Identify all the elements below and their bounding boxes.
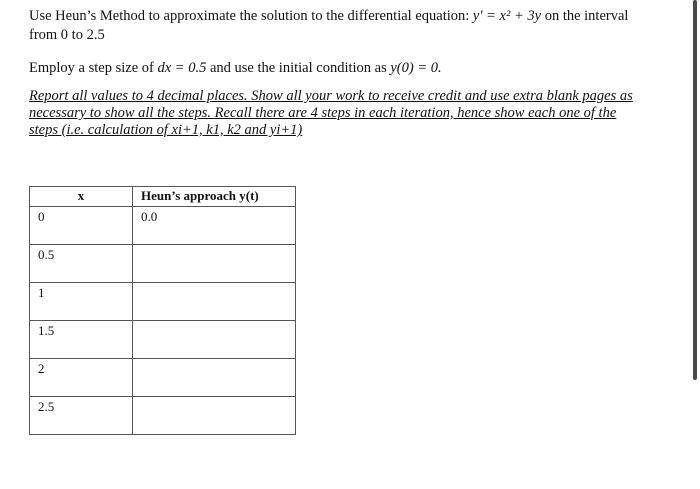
step-text-mid: and use the initial condition as [209, 60, 387, 76]
cell-y[interactable] [133, 397, 296, 435]
header-x: x [30, 187, 133, 207]
vertical-scrollbar[interactable] [693, 0, 697, 380]
table-row [30, 245, 296, 283]
cell-x: 2.5 [30, 397, 133, 435]
table-header-row [30, 187, 296, 207]
problem-line-2 [29, 58, 442, 78]
cell-x: 1 [30, 283, 133, 321]
cell-y[interactable] [133, 359, 296, 397]
table-row [30, 321, 296, 359]
table-row [30, 359, 296, 397]
problem-line-1 [29, 6, 628, 26]
heun-table [29, 186, 296, 435]
step-size: dx = 0.5 [157, 60, 207, 76]
table-row [30, 397, 296, 435]
initial-condition: y(0) = 0. [390, 60, 442, 76]
cell-x: 2 [30, 359, 133, 397]
cell-y[interactable] [133, 283, 296, 321]
problem-text-suffix: on the interval [544, 8, 629, 24]
cell-x: 0.5 [30, 245, 133, 283]
cell-x: 0 [30, 207, 133, 245]
table-row [30, 283, 296, 321]
cell-x: 1.5 [30, 321, 133, 359]
differential-equation: y′ = x² + 3y [472, 8, 542, 24]
header-heun: Heun’s approach y(t) [133, 187, 296, 207]
problem-line-1b: from 0 to 2.5 [29, 27, 105, 43]
cell-y[interactable] [133, 245, 296, 283]
table-row [30, 207, 296, 245]
instructions-text: Report all values to 4 decimal places. Show all your work to receive credit and use extra blank pages as necessary to show all the steps. Recall there are 4 steps in each iteration, hence show each one of the steps (i.e. calculation of xi+1, k1, k2 and yi+1) [29, 88, 633, 138]
cell-y[interactable] [133, 321, 296, 359]
step-text-prefix: Employ a step size of [29, 60, 154, 76]
problem-text-prefix: Use Heun’s Method to approximate the solution to the differential equation: [29, 8, 470, 24]
cell-y[interactable]: 0.0 [133, 207, 296, 245]
